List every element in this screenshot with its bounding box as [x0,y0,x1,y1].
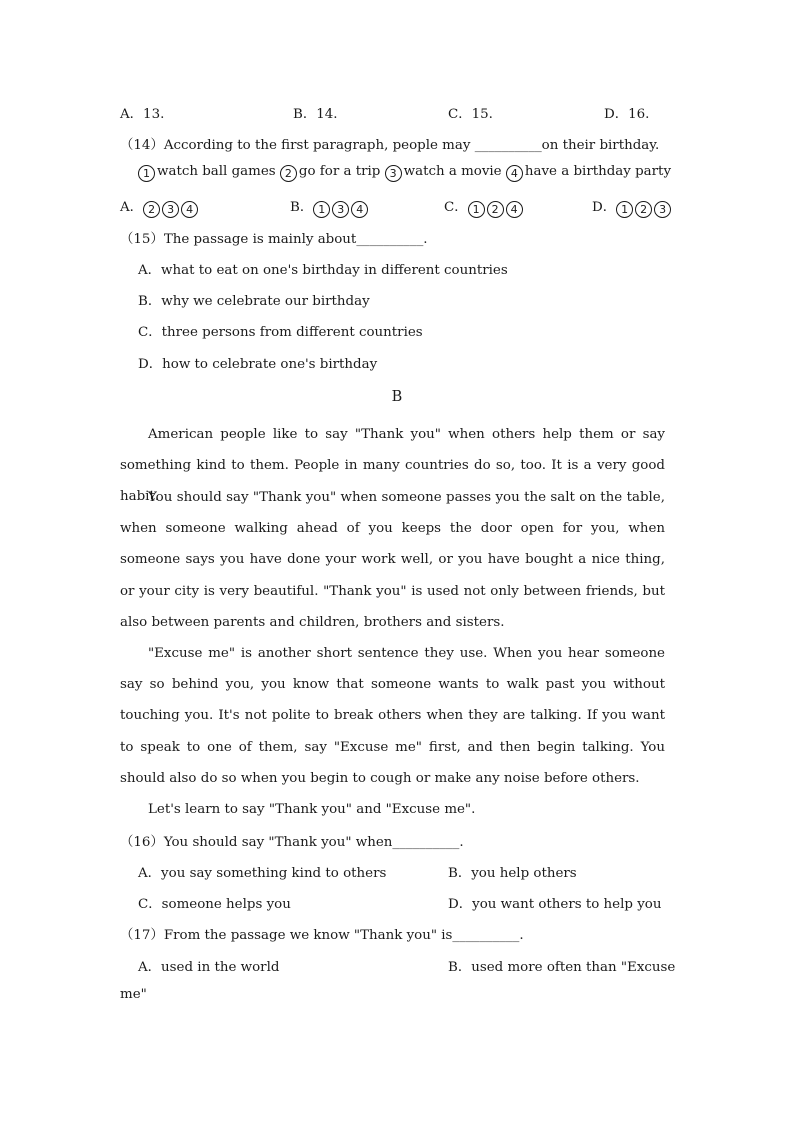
q16-option-d: D．you want others to help you [448,897,662,912]
q17-option-a: A．used in the world [138,960,280,975]
circled-number-icon: 1 [138,165,155,182]
circled-number-icon: 1 [616,201,633,218]
q16-stem: （16）You should say "Thank you" when__________. [120,835,464,850]
q16-option-a: A．you say something kind to others [138,866,387,881]
circled-number-icon: 1 [313,201,330,218]
q13-option-d: D．16. [604,107,650,122]
circled-number-icon: 4 [181,201,198,218]
q13-option-b: B．14. [293,107,338,122]
passage-paragraph-4: Let's learn to say "Thank you" and "Excuse me". [148,802,476,817]
q13-option-a: A．13. [120,107,165,122]
q15-option-c: C．three persons from different countries [138,325,423,340]
q14-items [138,164,671,182]
q17-stem: （17）From the passage we know "Thank you" is__________. [120,928,524,943]
q15-option-d: D．how to celebrate one's birthday [138,357,378,372]
circled-number-icon: 3 [385,165,402,182]
q14-item-1: 1 watch ball games [138,164,276,179]
q14-item-3: 3 watch a movie [385,164,502,179]
section-b-title: B [391,389,403,405]
circled-number-icon: 3 [654,201,671,218]
circled-number-icon: 3 [162,201,179,218]
passage-paragraph-3: "Excuse me" is another short sentence they use. When you hear someone say so behind you, you know that someone wants to walk past you without touching you. It's not polite to break others when they are talking. If you want to speak to one of them, say "Excuse me" first, and then begin talking. You should also do so when you begin to cough or make any noise before others. [120,646,665,786]
q13-option-c: C．15. [448,107,493,122]
circled-number-icon: 2 [143,201,160,218]
q16-option-b: B．you help others [448,866,577,881]
q14-option-d: D． 1 2 3 [592,196,673,218]
circled-number-icon: 4 [506,201,523,218]
circled-number-icon: 2 [280,165,297,182]
q14-option-a: A． 2 3 4 [120,196,200,218]
passage-paragraph-1: American people like to say "Thank you" when others help them or say something kind to them. People in many countries do so, too. It is a very good habit. [120,427,665,505]
q15-option-a: A．what to eat on one's birthday in different countries [138,263,508,278]
q14-item-4: 4 have a birthday party [506,164,671,179]
circled-number-icon: 4 [351,201,368,218]
q17-option-b: B．used more often than "Excuse [448,960,676,975]
q15-stem: （15）The passage is mainly about__________. [120,232,428,247]
circled-number-icon: 2 [635,201,652,218]
q17-option-b-continuation: me" [120,987,147,1002]
q14-option-b: B． 1 3 4 [290,196,370,218]
passage-paragraph-2: You should say "Thank you" when someone passes you the salt on the table, when someone walking ahead of you keeps the door open for you, when someone says you have done your work well, or you have bought a nice thing, or your city is very beautiful. "Thank you" is used not only between friends, but also between parents and children, brothers and sisters. [120,490,665,630]
q16-option-c: C．someone helps you [138,897,291,912]
circled-number-icon: 3 [332,201,349,218]
q15-option-b: B．why we celebrate our birthday [138,294,370,309]
circled-number-icon: 4 [506,165,523,182]
circled-number-icon: 2 [487,201,504,218]
circled-number-icon: 1 [468,201,485,218]
q14-item-2: 2 go for a trip [280,164,380,179]
q14-option-c: C． 1 2 4 [444,196,525,218]
q14-stem: （14）According to the first paragraph, people may __________on their birthday. [120,138,660,153]
